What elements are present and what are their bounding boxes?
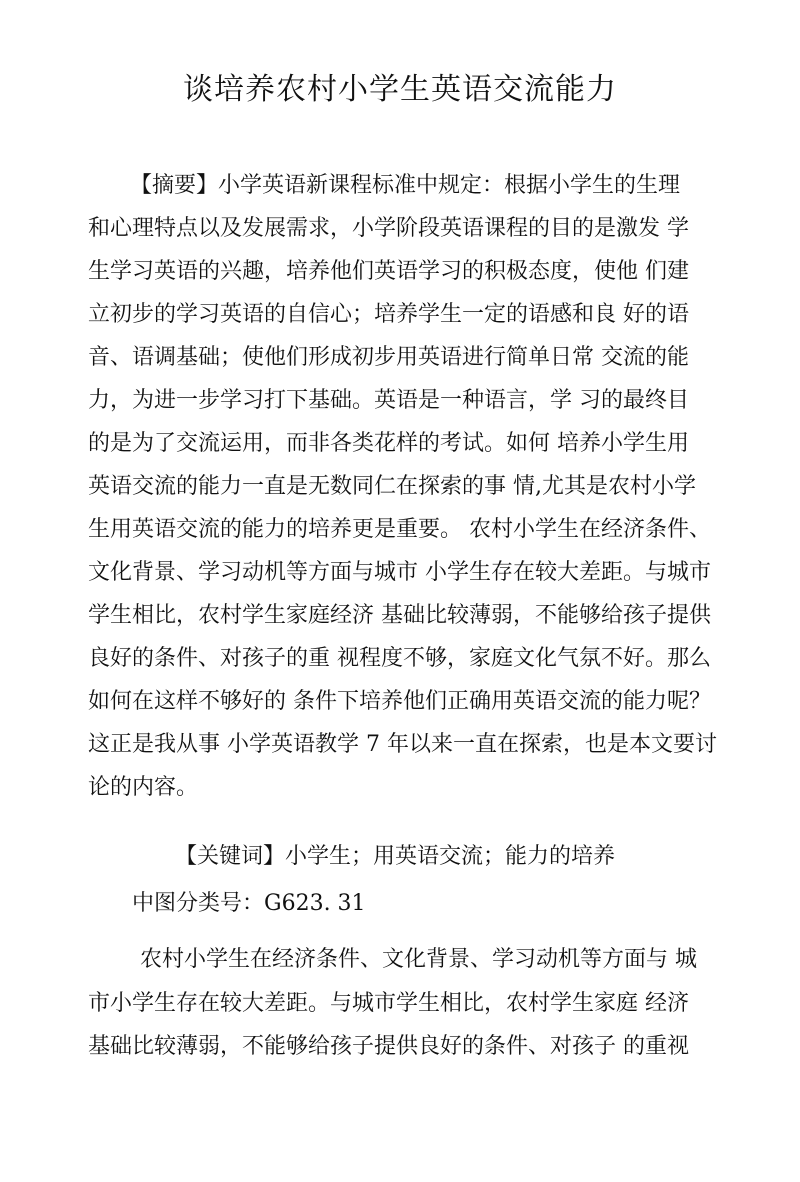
abstract-line: 生学习英语的兴趣，培养他们英语学习的积极态度，使他 们建 (88, 259, 689, 284)
abstract-line: 立初步的学习英语的自信心；培养学生一定的语感和良 好的语 (88, 302, 689, 327)
abstract-line: 音、语调基础；使他们形成初步用英语进行简单日常 交流的能 (88, 345, 689, 370)
abstract-line: 生用英语交流的能力的培养更是重要。 农村小学生在经济条件、 (88, 517, 711, 542)
abstract-line: 这正是我从事 小学英语教学 7 年以来一直在探索，也是本文要讨 (88, 732, 717, 757)
body-line: 市小学生存在较大差距。与城市学生相比，农村学生家庭 经济 (88, 991, 689, 1016)
abstract-line: 文化背景、学习动机等方面与城市 小学生存在较大差距。与城市 (88, 560, 711, 585)
document-title: 谈培养农村小学生英语交流能力 (183, 72, 617, 107)
abstract-line: 的是为了交流运用，而非各类花样的考试。如何 培养小学生用 (88, 431, 689, 456)
abstract-line: 力，为进一步学习打下基础。英语是一种语言，学 习的最终目 (88, 388, 689, 413)
body-line: 农村小学生在经济条件、文化背景、学习动机等方面与 城 (140, 947, 697, 972)
classification-line: 中图分类号：G623. 31 (132, 891, 366, 916)
abstract-line: 良好的条件、对孩子的重 视程度不够，家庭文化气氛不好。那么 (88, 646, 711, 671)
abstract-line: 学生相比，农村学生家庭经济 基础比较薄弱，不能够给孩子提供 (88, 603, 711, 628)
abstract-line: 论的内容。 (88, 775, 199, 800)
keywords-line: 【关键词】小学生；用英语交流；能力的培养 (175, 844, 616, 869)
abstract-line: 如何在这样不够好的 条件下培养他们正确用英语交流的能力呢？ (88, 689, 711, 714)
abstract-line: 和心理特点以及发展需求，小学阶段英语课程的目的是激发 学 (88, 216, 689, 241)
abstract-line: 【摘要】小学英语新课程标准中规定：根据小学生的生理 (130, 173, 681, 198)
body-line: 基础比较薄弱，不能够给孩子提供良好的条件、对孩子 的重视 (88, 1034, 689, 1059)
abstract-line: 英语交流的能力一直是无数同仁在探索的事 情,尤其是农村小学 (88, 474, 696, 499)
